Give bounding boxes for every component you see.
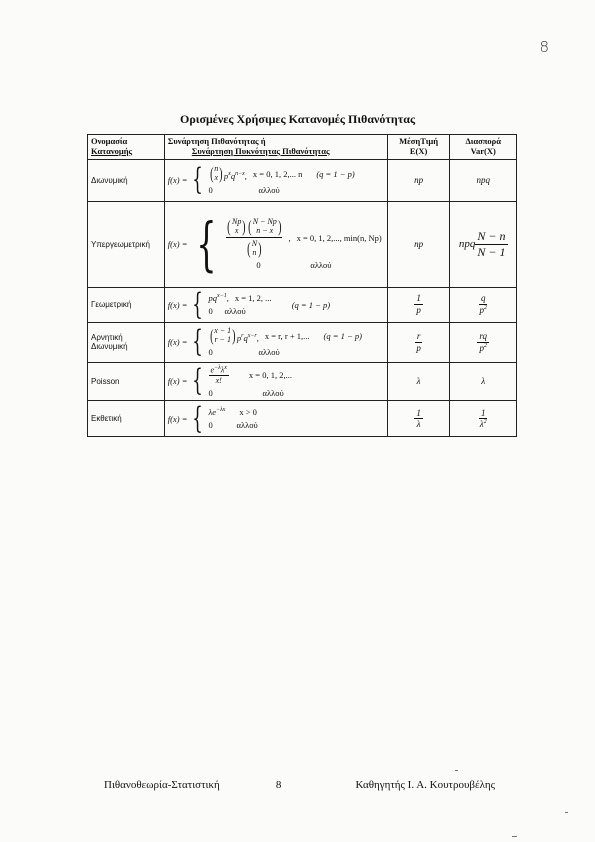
probability-function: f(x) = { ( n x ) $p^xq^{n-x}$, x = 0, 1, 2,... n (q = 1 − p) 0 αλλού: [164, 159, 387, 201]
support: x = 0, 1, 2,..., min(n, Np): [296, 232, 382, 243]
page-footer: [104, 779, 495, 791]
mean-value: $\frac{r}{p}$: [387, 322, 450, 362]
probability-function: f(x) = { ( Np x ) ( N − Np n − x ) ( N n ) , x = 0, 1, 2,..., min(n, Np) 0 αλλού: [164, 201, 387, 287]
variance-value: $\frac{q}{p^2}$: [450, 287, 517, 322]
header-function: Συνάρτηση Πιθανότητας ή Συνάρτηση Πυκνότητας Πιθανότητας: [164, 135, 387, 160]
support: x = 1, 2, ...: [234, 293, 272, 304]
support: x = 0, 1, 2,...: [248, 369, 292, 380]
q-note: (q = 1 − p): [323, 330, 362, 341]
variance-value: $\frac{1}{\lambda^2}$: [450, 401, 517, 437]
variance-value: $\frac{rq}{p^2}$: [450, 322, 517, 362]
table-row-hypergeometric: [88, 201, 517, 287]
otherwise-label: αλλού: [258, 347, 280, 358]
otherwise-label: αλλού: [236, 420, 258, 431]
handwritten-page-number: 8: [539, 38, 549, 56]
document-title: Ορισμένες Χρήσιμες Κατανομές Πιθανότητας: [179, 112, 416, 126]
variance-value: npq: [450, 159, 517, 201]
otherwise-label: αλλού: [258, 185, 280, 196]
mean-value: $\frac{1}{p}$: [387, 287, 450, 322]
table-row-poisson: [88, 362, 517, 401]
mean-value: np: [387, 159, 450, 201]
scan-speck: [455, 770, 458, 771]
mean-value: $\frac{1}{\lambda}$: [387, 401, 450, 437]
table-row-geometric: [88, 287, 517, 322]
mean-value: λ: [387, 362, 450, 401]
distributions-table: [87, 134, 517, 437]
otherwise-label: αλλού: [262, 388, 284, 399]
otherwise-label: αλλού: [310, 260, 332, 271]
mean-value: np: [387, 201, 450, 287]
footer-page-number: 8: [275, 779, 282, 791]
table-header-row: [88, 135, 517, 160]
header-mean: ΜέσηΤιμή E(X): [387, 135, 450, 160]
distribution-name: Εκθετική: [88, 401, 165, 437]
q-note: (q = 1 − p): [316, 168, 355, 179]
distribution-name: Διωνυμική: [88, 159, 165, 201]
table-row-negative-binomial: [88, 322, 517, 362]
probability-function: f(x) = { $\lambda e^{-\lambda x}$ x > 0 0 αλλού: [164, 401, 387, 437]
table-row-exponential: [88, 401, 517, 437]
support: x > 0: [239, 407, 257, 418]
header-distribution-name: Ονομασία Κατανομής: [88, 135, 165, 160]
footer-course-title: Πιθανοθεωρία-Στατιστική: [104, 779, 220, 791]
scan-speck: [565, 812, 568, 813]
table-row-binomial: [88, 159, 517, 201]
distribution-name: Υπεργεωμετρική: [88, 201, 165, 287]
q-note: (q = 1 − p): [291, 300, 331, 311]
support: x = r, r + 1,...: [264, 330, 310, 341]
scan-speck: [512, 836, 517, 837]
probability-function: f(x) = { $\frac{e^{-\lambda}\lambda^x}{x!}$ x = 0, 1, 2,... 0 αλλού: [164, 362, 387, 401]
variance-value: npq $\frac{N - n}{N - 1}$: [450, 201, 517, 287]
distribution-name: Poisson: [88, 362, 165, 401]
header-variance: Διασπορά Var(X): [450, 135, 517, 160]
distribution-name: Γεωμετρική: [88, 287, 165, 322]
distribution-name: Αρνητική Διωνυμική: [88, 322, 165, 362]
otherwise-label: αλλού: [224, 306, 246, 317]
footer-author: Καθηγητής Ι. Α. Κουτρουβέλης: [355, 779, 495, 791]
variance-value: λ: [450, 362, 517, 401]
probability-function: f(x) = { $pq^{x-1}$, x = 1, 2, ... 0 αλλού (q = 1 − p): [164, 287, 387, 322]
support: x = 0, 1, 2,... n: [252, 168, 303, 179]
probability-function: f(x) = { ( x − 1 r − 1 ) $p^rq^{x-r}$, x = r, r + 1,... (q = 1 − p) 0 αλλού: [164, 322, 387, 362]
